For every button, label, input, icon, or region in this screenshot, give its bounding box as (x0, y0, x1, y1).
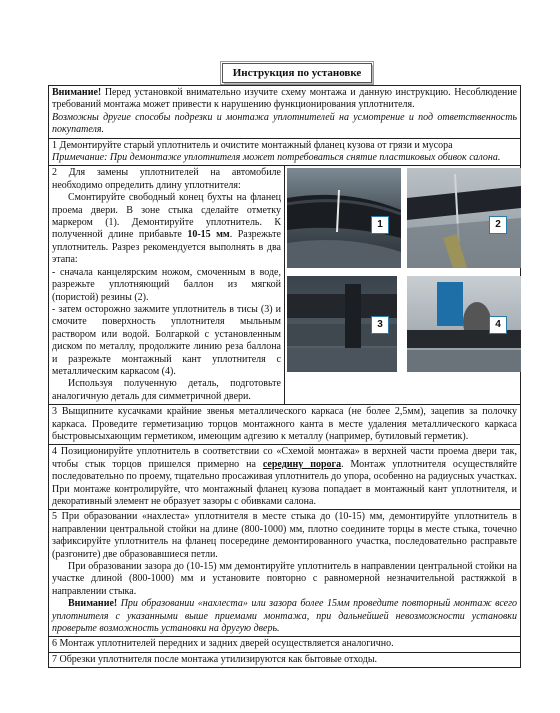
step-2-paragraph: Смонтируйте свободный конец бухты на фланец проема двери. В зоне стыка сделайте отметку маркером (1). Демонтируйте уплотнитель. К полученной длине прибавьте 10-15 мм. Разрежьте уплотнитель. Разрез рекомендуется выполнять в два этапа: (52, 192, 281, 266)
step-2-cut-1: - сначала канцелярским ножом, смоченным в воде, разрежьте уплотняющий баллон из мягкой (пористой) резины (2). (52, 266, 281, 303)
step-4-emphasis: середину порога (262, 458, 342, 470)
step-3-row (49, 405, 520, 445)
step-5-p1: 5 При образовании «нахлеста» уплотнителя в месте стыка до (10-15) мм, демонтируйте уплотнитель в направлении центральной стойки на длине (800-1000) мм, плотно соедините торцы в месте стыка, точечно зафиксируйте уплотнитель на фланец посередине демонтированного участка, последовательно расправьте (разгоните) две образовавшиеся петли. (52, 511, 517, 560)
step-1-row (49, 139, 520, 167)
intro-row (49, 86, 520, 139)
step-1-text: 1 Демонтируйте старый уплотнитель и очистите монтажный фланец кузова от грязи и мусора (52, 139, 453, 151)
step-2-photos (285, 166, 520, 398)
intro-text: Перед установкой внимательно изучите схему монтажа и данную инструкцию. Несоблюдение требований монтажа может привести к нарушению функционирования уплотнителя. (52, 87, 517, 111)
step-5-row (49, 510, 520, 637)
step-2-row (49, 166, 520, 405)
step-7-text: 7 Обрезки уплотнителя после монтажа утилизируются как бытовые отходы. (52, 653, 378, 665)
step-1-note: Примечание: При демонтаже уплотнителя может потребоваться снятие пластиковых обивок салона. (52, 152, 501, 164)
page-title: Инструкция по установке (222, 63, 372, 83)
step-4-row: 4 Позиционируйте уплотнитель в соответствии со «Схемой монтажа» в верхней части проема двери так, чтобы стык торцов пришелся примерно на середину порога. Монтаж уплотнителя осуществляйте последовательно по проему, тщательно просаживая уплотнитель до упора, особенно на радиусных участках. При монтаже контролируйте, что монтажный фланец кузова попадает в монтажный кант уплотнителя, и декоративный элемент не образует зазоры с обивками салона. (49, 445, 520, 510)
photo-label-1: 1 (371, 216, 389, 234)
step-2-final: Используя полученную деталь, подготовьте аналогичную деталь для симметричной двери. (52, 378, 281, 402)
step-3-text: 3 Выщипните кусачками крайние звенья металлического каркаса (не более 2,5мм), зацепив за полочку каркаса. Проведите герметизацию торцов монтажного канта в месте удаления металлического каркаса быстровысыхающим герметиком, имеющим адгезию к металлу (например, бутиловый герметик). (52, 406, 517, 442)
step-6-row (49, 637, 520, 652)
step-2-text-column (49, 166, 285, 404)
step-5-warning: Внимание! При образовании «нахлеста» или зазора более 15мм проведите повторный монтаж всего уплотнителя с указанными выше приемами монтажа, при дальнейшей невозможности установки проверьте возможность установки на другую дверь. (52, 598, 517, 635)
intro-italic-text: Возможны другие способы подрезки и монтажа уплотнителей на усмотрение и под ответственность покупателя. (52, 111, 517, 136)
step-2-intro: 2 Для замены уплотнителей на автомобиле необходимо определить длину уплотнителя: (52, 167, 281, 191)
photo-label-3: 3 (371, 316, 389, 334)
photo-label-4: 4 (489, 316, 507, 334)
photo-label-2: 2 (489, 216, 507, 234)
instruction-table (48, 85, 521, 668)
step-7-row (49, 653, 520, 667)
warning-label: Внимание! (52, 87, 102, 98)
step-6-text: 6 Монтаж уплотнителей передних и задних дверей осуществляется аналогично. (52, 638, 394, 650)
step-2-cut-2: - затем осторожно зажмите уплотнитель в тисы (3) и смочите поверхность уплотнителя мыльным раствором или водой. Болгаркой с установленным диском по металлу, продолжите линию реза баллона и разрежьте монтажный кант уплотнителя с металлическим каркасом (4). (52, 303, 281, 377)
step-5-p2: При образовании зазора до (10-15) мм демонтируйте уплотнитель в направлении центральной стойки на участке длиной (800-1000) мм и установите повторно с равномерной незначительной растяжкой в направлении стыка. (52, 561, 517, 597)
